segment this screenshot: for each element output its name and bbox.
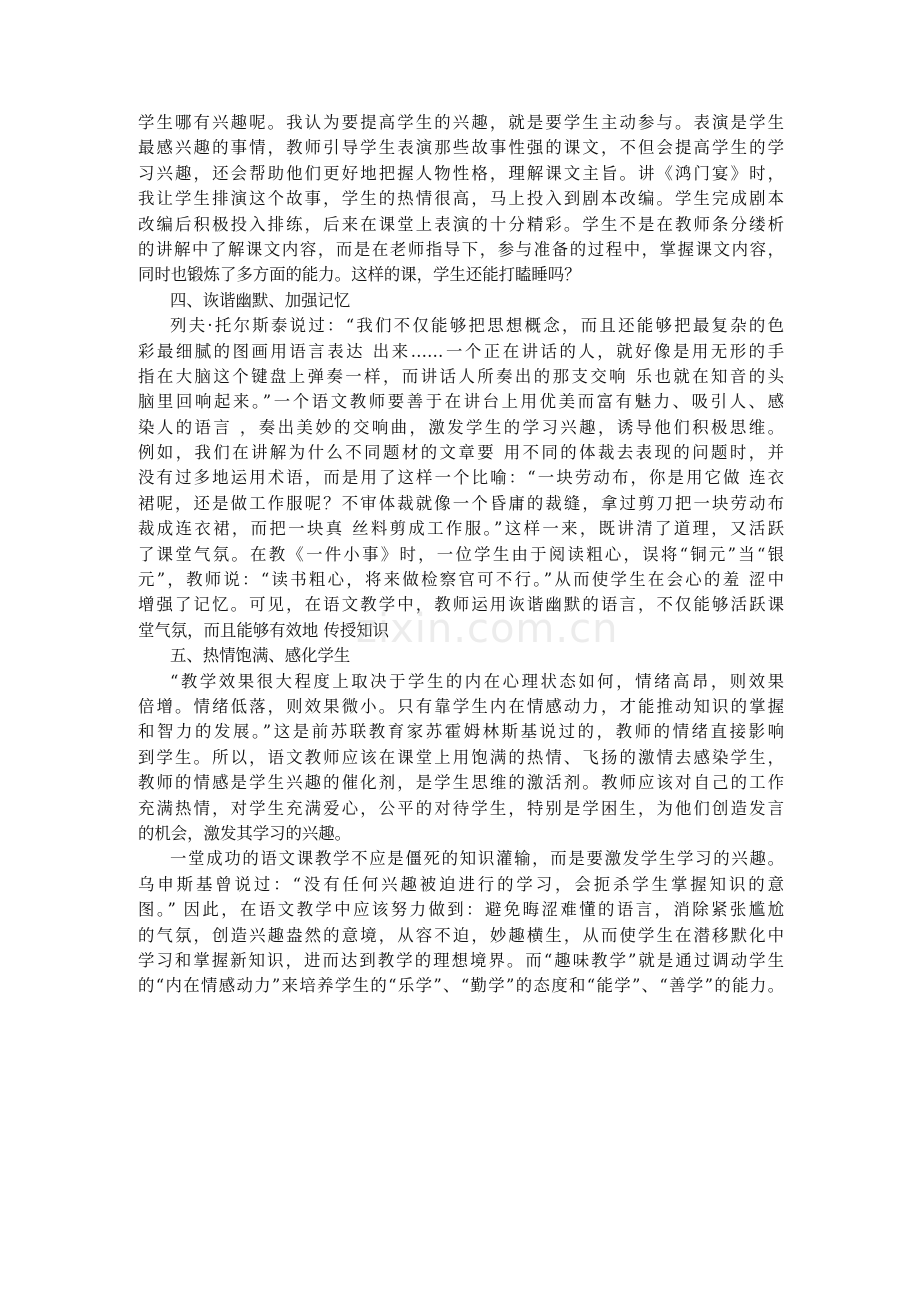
section-heading: 五、热情饱满、感化学生 <box>170 646 351 666</box>
site-watermark: zixin.com.cn <box>356 606 619 652</box>
text-line: 了课堂气氛。在教《一件小事》时，一位学生由于阅读粗心，误将“铜元”当“银 <box>138 544 784 564</box>
section-heading-humor <box>138 288 784 313</box>
text-line: 教师的情感是学生兴趣的催化剂，是学生思维的激活剂。教师应该对自己的工作 <box>138 773 784 793</box>
text-line: 到学生。所以，语文教师应该在课堂上用饱满的热情、飞扬的激情去感染学生， <box>138 747 784 767</box>
text-line: 裙呢，还是做工作服呢？不审体裁就像一个昏庸的裁缝，拿过剪刀把一块劳动布 <box>138 493 784 513</box>
paragraph-performance <box>138 110 784 288</box>
paragraph-humor <box>138 313 784 643</box>
text-line: 的讲解中了解课文内容，而是在老师指导下，参与准备的过程中，掌握课文内容， <box>138 239 784 259</box>
text-line: 裁成连衣裙，而把一块真 丝料剪成工作服。”这样一来，既讲清了道理，又活跃 <box>138 519 784 539</box>
text-line: 列夫·托尔斯泰说过：“我们不仅能够把思想概念，而且还能够把最复杂的色 <box>170 316 784 336</box>
text-line: 和智力的发展。”这是前苏联教育家苏霍姆林斯基说过的，教师的情绪直接影响 <box>138 722 784 742</box>
text-line: 的机会，激发其学习的兴趣。 <box>138 823 352 843</box>
text-line: 堂气氛，而且能够有效地 传授知识 <box>138 620 390 640</box>
text-line: 元”，教师说：“读书粗心，将来做检察官可不行。”从而使学生在会心的羞 涩中 <box>138 570 784 590</box>
text-line: “教学效果很大程度上取决于学生的内在心理状态如何，情绪高昂，则效果 <box>170 671 784 691</box>
text-line: 倍增。情绪低落，则效果微小。只有靠学生内在情感动力，才能推动知识的掌握 <box>138 696 784 716</box>
text-line: 我让学生排演这个故事，学生的热情很高，马上投入到剧本改编。学生完成剧本 <box>138 189 784 209</box>
text-line: 染人的语言 ，奏出美妙的交响曲，激发学生的学习兴趣，诱导他们积极思维。 <box>138 417 784 437</box>
paragraph-conclusion <box>138 846 784 998</box>
text-line: 的“内在情感动力”来培养学生的“乐学”、“勤学”的态度和“能学”、“善学”的能力。 <box>138 976 784 996</box>
text-line: 充满热情，对学生充满爱心，公平的对待学生，特别是学困生，为他们创造发言 <box>138 798 784 818</box>
text-line: 指在大脑这个键盘上弹奏一样，而讲话人所奏出的那支交响 乐也就在知音的头 <box>138 366 784 386</box>
text-line: 例如，我们在讲解为什么不同题材的文章要 用不同的体裁去表现的问题时，并 <box>138 443 784 463</box>
document-page <box>138 110 784 999</box>
text-line: 改编后积极投入排练，后来在课堂上表演的十分精彩。学生不是在教师条分缕析 <box>138 214 784 234</box>
text-line: 最感兴趣的事情，教师引导学生表演那些故事性强的课文，不但会提高学生的学 <box>138 138 784 158</box>
text-line: 增强了记忆。可见，在语文教学中，教师运用诙谐幽默的语言，不仅能够活跃课 <box>138 595 784 615</box>
text-line: 的气氛，创造兴趣盎然的意境，从容不迫，妙趣横生，从而使学生在潜移默化中 <box>138 925 784 945</box>
text-line: 图。” 因此，在语文教学中应该努力做到：避免晦涩难懂的语言，消除紧张尴尬 <box>138 900 784 920</box>
text-line: 学习和掌握新知识，进而达到教学的理想境界。而“趣味教学”就是通过调动学生 <box>138 950 784 970</box>
text-line: 脑里回响起来。”一个语文教师要善于在讲台上用优美而富有魅力、吸引人、感 <box>138 392 784 412</box>
text-line: 学生哪有兴趣呢。我认为要提高学生的兴趣，就是要学生主动参与。表演是学生 <box>138 113 784 132</box>
text-line: 彩最细腻的图画用语言表达 出来……一个正在讲话的人，就好像是用无形的手 <box>138 341 784 361</box>
text-line: 习兴趣，还会帮助他们更好地把握人物性格，理解课文主旨。讲《鸿门宴》时， <box>138 163 784 183</box>
text-line: 一堂成功的语文课教学不应是僵死的知识灌输，而是要激发学生学习的兴趣。 <box>170 849 784 869</box>
text-line: 乌申斯基曾说过：“没有任何兴趣被迫进行的学习，会扼杀学生掌握知识的意 <box>138 874 784 894</box>
paragraph-passion <box>138 669 784 847</box>
text-line: 同时也锻炼了多方面的能力。这样的课，学生还能打瞌睡吗？ <box>138 265 581 285</box>
section-heading-passion <box>138 643 784 668</box>
text-line: 没有过多地运用术语，而是用了这样一个比喻：“一块劳动布，你是用它做 连衣 <box>138 468 784 488</box>
section-heading: 四、诙谐幽默、加强记忆 <box>170 290 351 310</box>
